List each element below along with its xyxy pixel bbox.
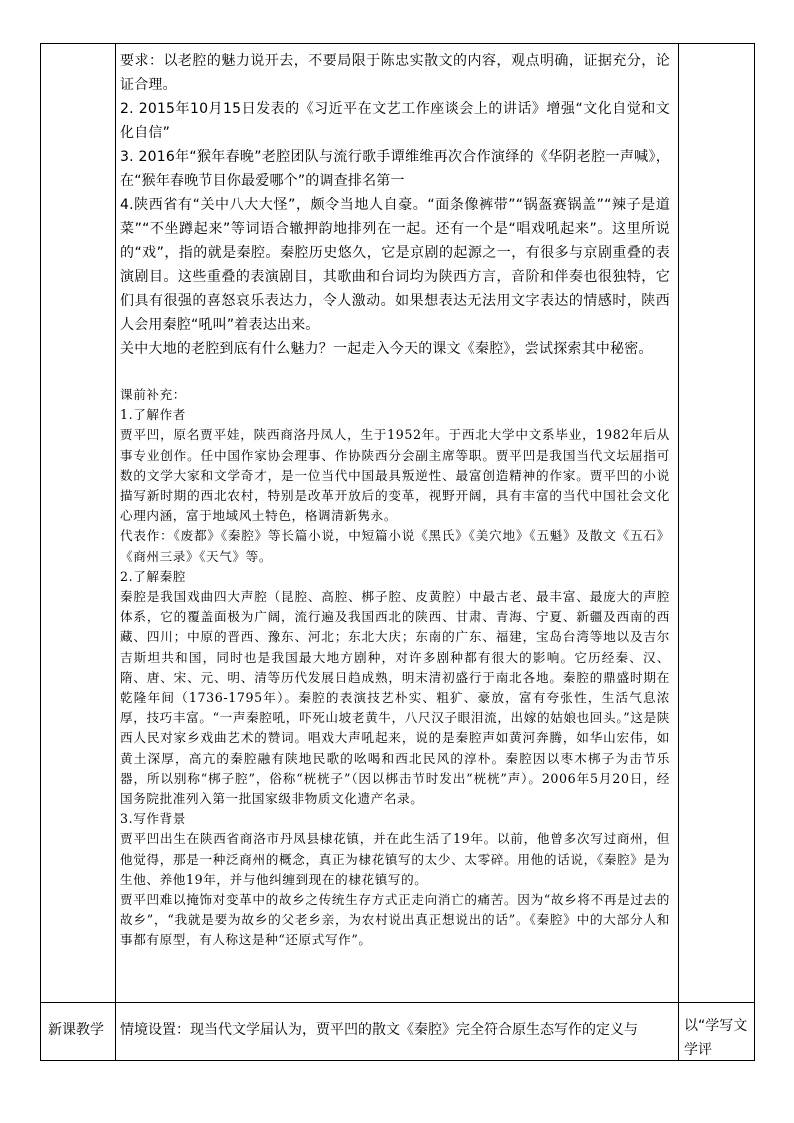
works-text: 代表作：《废都》《秦腔》等长篇小说，中短篇小说《黑氏》《美穴地》《五魁》及散文《五石》《商州三录》《天气》等。 — [120, 528, 670, 564]
design-intent-text: 以“学写文学评 — [684, 1018, 748, 1058]
background-text: 贾平凹出生在陕西省商洛市丹凤县棣花镇，并在此生活了19年。以前，他曾多次写过商州，但他觉得，那是一种泛商州的概念，真正为棣花镇写的太少、太零碎。用他的话说，《秦腔》是为生他、养他19年，并与他纠缠到现在的棣花镇写的。 — [120, 831, 670, 887]
qinqiang-heading: 2.了解秦腔 — [120, 568, 186, 584]
requirement-text: 要求：以老腔的魅力说开去，不要局限于陈忠实散文的内容，观点明确，证据充分，论证合理。 — [120, 53, 670, 93]
background-heading: 3.写作背景 — [120, 811, 186, 827]
supplement-title: 课前补充： — [120, 387, 186, 402]
section-label: 新课教学 — [48, 1022, 104, 1038]
table-row-divider — [41, 1002, 754, 1003]
table-column-divider — [115, 44, 116, 1060]
material-item-3: 3. 2016年“猴年春晚”老腔团队与流行歌手谭维维再次合作演绎的《华阴老腔一声喊》，在“猴年春晚节目你最爱哪个”的调查排名第一 — [120, 149, 670, 189]
situation-text: 情境设置：现当代文学届认为，贾平凹的散文《秦腔》完全符合原生态写作的定义与 — [120, 1022, 638, 1038]
author-text: 贾平凹，原名贾平娃，陕西商洛丹凤人，生于1952年。于西北大学中文系毕业，1982年后从事专业创作。任中国作家协会理事、作协陕西分会副主席等职。贾平凹是我国当代文坛屈指可数的文学大家和文学奇才，是一位当代中国最具叛逆性、最富创造精神的作家。贾平凹的小说描写新时期的西北农村，特别是改革开放后的变革，视野开阔，具有丰富的当代中国社会文化心理内涵，富于地域风土特色，格调清新隽永。 — [120, 427, 670, 524]
material-item-2: 2. 2015年10月15日发表的《习近平在文艺工作座谈会上的讲话》增强“文化自觉和文化自信” — [120, 101, 670, 141]
qinqiang-text: 秦腔是我国戏曲四大声腔（昆腔、高腔、梆子腔、皮黄腔）中最古老、最丰富、最庞大的声腔体系，它的覆盖面极为广阔，流行遍及我国西北的陕西、甘肃、青海、宁夏、新疆及西南的西藏、四川；中原的晋西、豫东、河北；东北大庆；东南的广东、福建，宝岛台湾等地以及吉尔吉斯坦共和国，同时也是我国最大地方剧种，对许多剧种都有很大的影响。它历经秦、汉、隋、唐、宋、元、明、清等历代发展日趋成熟，明末清初盛行于南北各地。秦腔的鼎盛时期在乾隆年间（1736-1795年）。秦腔的表演技艺朴实、粗犷、豪放，富有夸张性，生活气息浓厚，技巧丰富。“一声秦腔吼，吓死山坡老黄牛，八尺汉子眼泪流，出嫁的姑娘也回头。”这是陕西人民对家乡戏曲艺术的赞词。唱戏大声吼起来，说的是秦腔声如黄河奔腾，如华山宏伟，如黄土深厚，高亢的秦腔融有陕地民歌的吆喝和西北民风的淳朴。秦腔因以枣木梆子为击节乐器，所以别称“梆子腔”，俗称“桄桄子”（因以梆击节时发出“桄桄”声）。2006年5月20日，经国务院批准列入第一批国家级非物质文化遗产名录。 — [120, 589, 670, 807]
spacer — [120, 361, 670, 383]
intro-text: 关中大地的老腔到底有什么魅力？一起走入今天的课文《秦腔》，尝试探索其中秘密。 — [120, 341, 653, 357]
table-column-divider — [678, 44, 679, 1060]
material-item-4: 4.陕西省有“关中八大大怪”，颇令当地人自豪。“面条像裤带”“锅盔赛锅盖”“辣子是道菜”“不坐蹲起来”等词语合辙押韵地排列在一起。还有一个是“唱戏吼起来”。这里所说的“戏”，指的就是秦腔。秦腔历史悠久，它是京剧的起源之一，有很多与京剧重叠的表演剧目。这些重叠的表演剧目，其歌曲和台词均为陕西方言，音阶和伴奏也很独特，它们具有很强的喜怒哀乐表达力，令人激动。如果想表达无法用文字表达的情感时，陕西人会用秦腔“吼叫”着表达出来。 — [120, 197, 670, 333]
content-cell — [120, 43, 670, 1001]
author-heading: 1.了解作者 — [120, 407, 186, 423]
background-text: 贾平凹难以掩饰对变革中的故乡之传统生存方式正走向消亡的痛苦。因为“故乡将不再是过去的故乡”，“我就是要为故乡的父老乡亲，为农村说出真正想说出的话”。《秦腔》中的大部分人和事都有原型，有人称这是种“还原式写作”。 — [120, 892, 670, 948]
